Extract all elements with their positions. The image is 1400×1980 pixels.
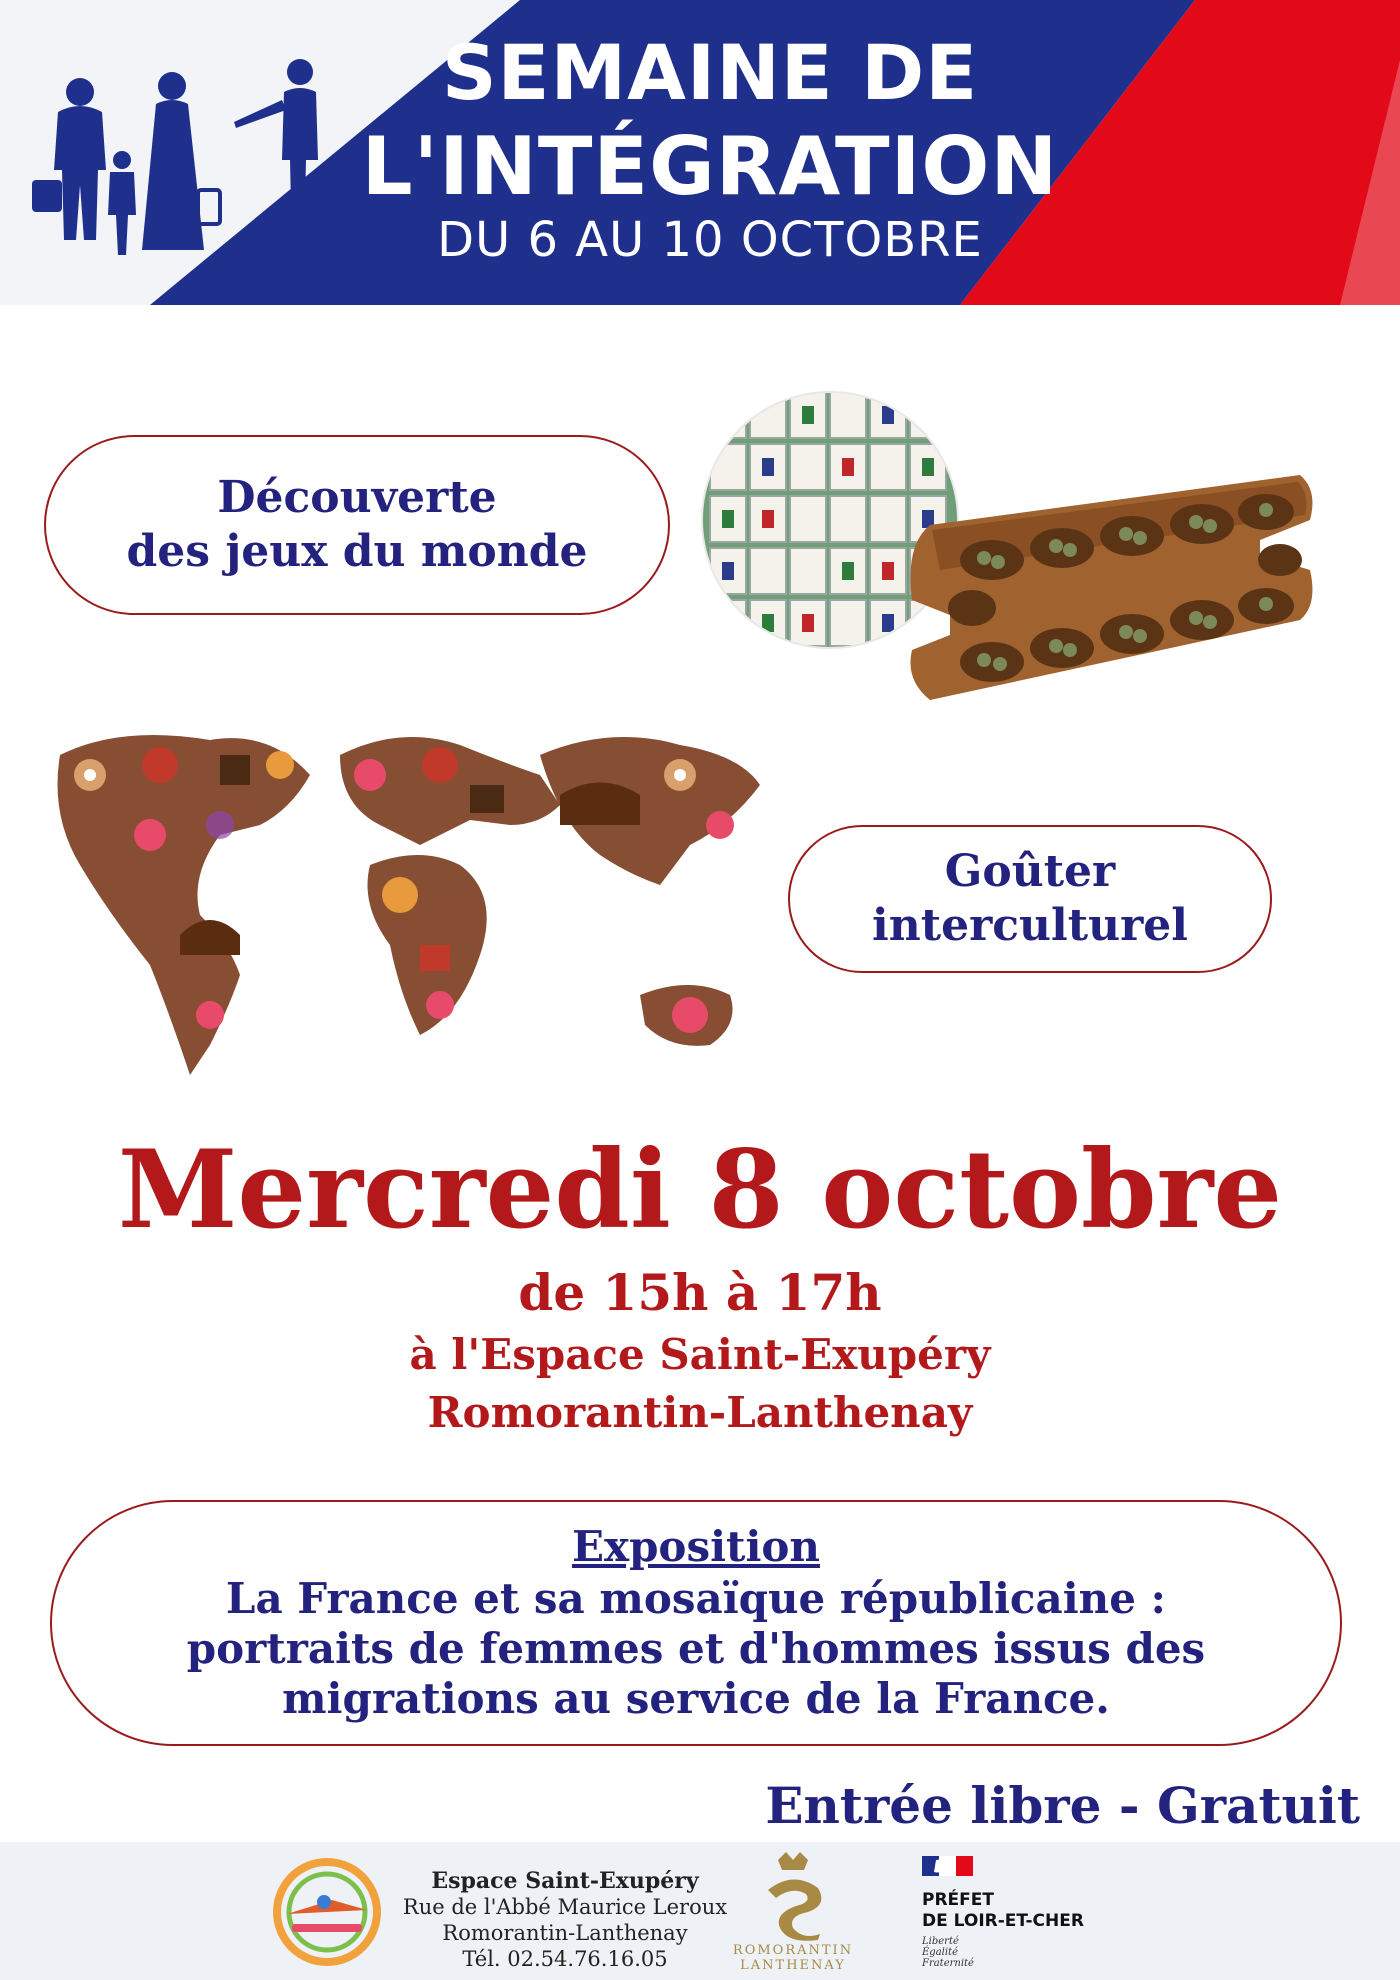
romorantin-word: ROMORANTIN [732, 1943, 854, 1958]
mahjong-tiles-image [700, 380, 970, 670]
event-time: de 15h à 17h [518, 1263, 882, 1322]
espace-saint-exupery-logo [262, 1852, 392, 1972]
sweets-world-map-image [40, 715, 800, 1110]
event-city: Romorantin-Lanthenay [427, 1388, 973, 1437]
republic-motto [922, 1936, 974, 1969]
exhibition-title: Exposition [572, 1522, 820, 1571]
event-location: à l'Espace Saint-Exupéry [409, 1330, 991, 1379]
address-city: Romorantin-Lanthenay [442, 1921, 688, 1945]
address-street: Rue de l'Abbé Maurice Leroux [402, 1895, 728, 1919]
romorantin-salamander-logo [748, 1850, 838, 1942]
prefet-department: DE LOIR-ET-CHER [922, 1911, 1084, 1931]
lanthenay-word: LANTHENAY [740, 1958, 846, 1973]
banner-dates: DU 6 AU 10 OCTOBRE [437, 212, 983, 268]
snack-pill [788, 825, 1272, 973]
footer-address [400, 1868, 730, 1972]
games-line1: Découverte [217, 472, 497, 523]
free-entry-text: Entrée libre - Gratuit [765, 1776, 1360, 1835]
world-games-image [700, 380, 1320, 710]
motto-liberte: Liberté [922, 1936, 959, 1947]
awale-board-image [910, 475, 1312, 700]
banner-title-line1: SEMAINE DE [441, 28, 979, 117]
motto-egalite: Égalité [922, 1947, 958, 1958]
games-pill [44, 435, 670, 615]
games-line2: des jeux du monde [126, 526, 588, 577]
exhibition-line3: migrations au service de la France. [282, 1674, 1110, 1723]
snack-line2: interculturel [872, 900, 1188, 951]
org-name: Espace Saint-Exupéry [431, 1868, 699, 1894]
prefet-word: PRÉFET [922, 1890, 994, 1910]
snack-line1: Goûter [944, 846, 1116, 897]
motto-fraternite: Fraternité [922, 1958, 974, 1969]
romorantin-logo-text [718, 1943, 868, 1973]
phone-number: Tél. 02.54.76.16.05 [462, 1947, 668, 1971]
exhibition-pill [50, 1500, 1342, 1746]
exhibition-line1: La France et sa mosaïque républicaine : [225, 1574, 1167, 1623]
event-date: Mercredi 8 octobre [117, 1127, 1283, 1253]
exhibition-line2: portraits de femmes et d'hommes issus des [186, 1624, 1206, 1673]
banner-title-line2: L'INTÉGRATION [361, 120, 1059, 213]
marianne-flag-icon [922, 1856, 974, 1884]
prefecture-logo-text [922, 1890, 1084, 1932]
